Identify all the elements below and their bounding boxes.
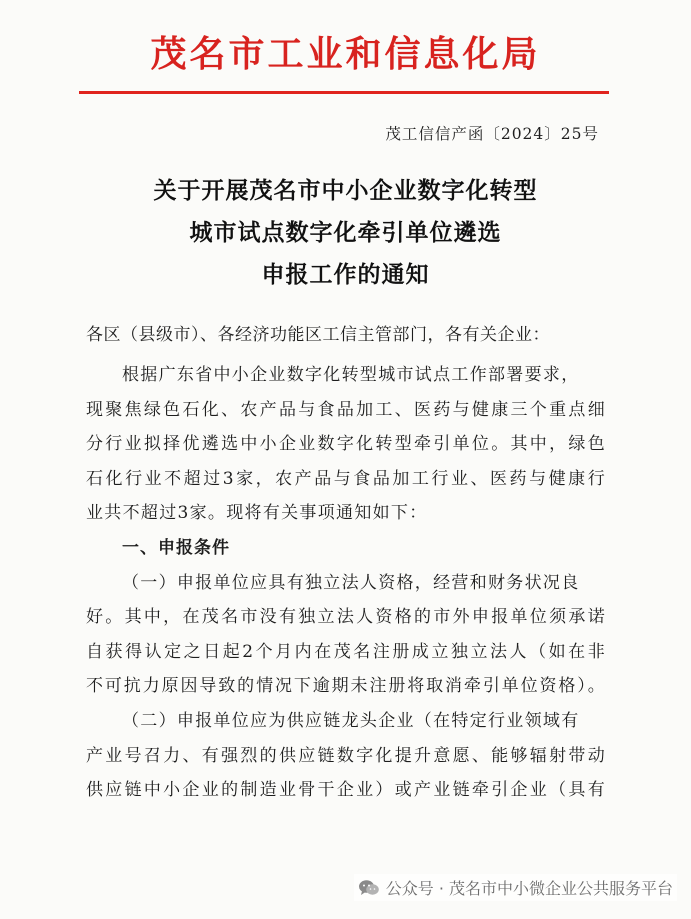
watermark-text: 公众号 · 茂名市中小微企业公共服务平台 — [385, 879, 673, 898]
body-line: 业共不超过3家。现将有关事项通知如下： — [86, 503, 428, 524]
red-header-rule — [79, 91, 609, 94]
issuing-organization-header: 茂名市工业和信息化局 — [150, 34, 541, 75]
body-line: 不可抗力原因导致的情况下逾期未注册将取消牵引单位资格）。 — [86, 676, 606, 697]
body-line: 好。其中，在茂名市没有独立法人资格的市外申报单位须承诺 — [86, 607, 606, 628]
title-line: 关于开展茂名市中小企业数字化转型 — [153, 177, 538, 204]
body-line: （二）申报单位应为供应链龙头企业（在特定行业领域有 — [122, 710, 580, 731]
salutation: 各区（县级市）、各经济功能区工信主管部门，各有关企业： — [86, 325, 550, 345]
body-text — [86, 358, 606, 808]
document-number: 茂工信信产函〔2024〕25号 — [385, 125, 599, 143]
wechat-icon — [358, 879, 380, 897]
body-line: 产业号召力、有强烈的供应链数字化提升意愿、能够辐射带动 — [86, 745, 606, 766]
wechat-watermark — [354, 874, 677, 901]
section-heading: 一、申报条件 — [122, 537, 230, 558]
title-line: 申报工作的通知 — [261, 261, 430, 288]
body-line: 分行业拟择优遴选中小企业数字化转型牵引单位。其中，绿色 — [86, 434, 606, 455]
document-title — [0, 170, 691, 296]
title-line: 城市试点数字化牵引单位遴选 — [189, 219, 502, 246]
body-line: 自获得认定之日起2个月内在茂名注册成立独立法人（如在非 — [86, 641, 606, 662]
body-line: 现聚焦绿色石化、农产品与食品加工、医药与健康三个重点细 — [86, 399, 606, 420]
body-line: 石化行业不超过3家，农产品与食品加工行业、医药与健康行 — [86, 468, 606, 489]
body-line: 根据广东省中小企业数字化转型城市试点工作部署要求， — [122, 365, 580, 385]
body-line: 供应链中小企业的制造业骨干企业）或产业链牵引企业（具有 — [86, 780, 606, 801]
body-line: （一）申报单位应具有独立法人资格，经营和财务状况良 — [122, 572, 580, 593]
